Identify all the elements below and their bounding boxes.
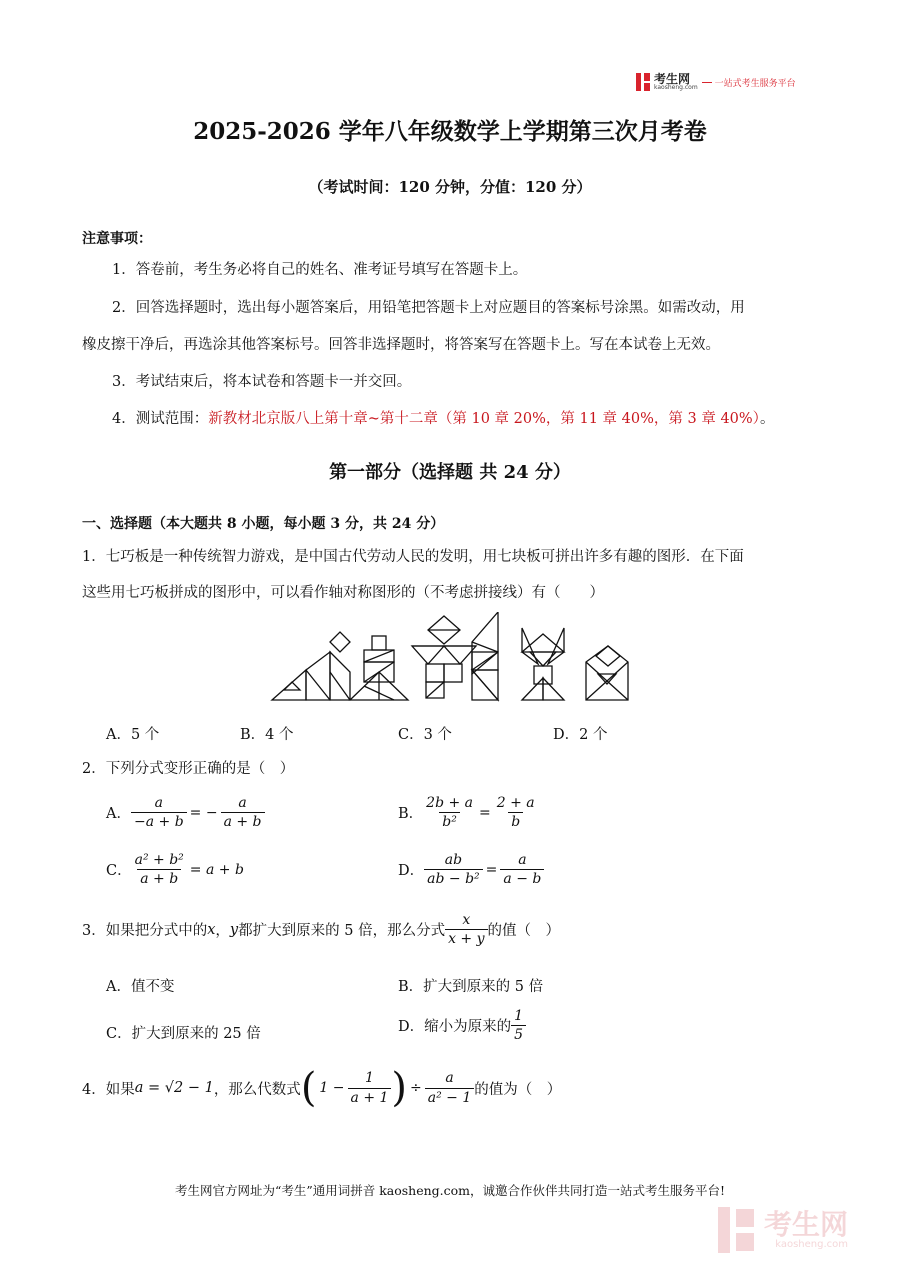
q2-option-d xyxy=(398,852,544,887)
q4-one-minus: 1 − xyxy=(319,1080,345,1096)
note-2-line2: 橡皮擦干净后，再选涂其他答案标号。回答非选择题时，将答案写在答题卡上。写在本试卷上无效。 xyxy=(82,337,720,353)
logo-slogan: 一站式考生服务平台 xyxy=(714,78,796,89)
logo-divider xyxy=(702,82,712,83)
q3-option-a: A．值不变 xyxy=(106,979,175,995)
footer-note: 考生网官方网址为“考生”通用词拼音 kaosheng.com，诚邀合作伙伴共同打造一站式考生服务平台! xyxy=(174,1183,726,1198)
q3-stem-part2: 都扩大到原来的 5 倍，那么分式 xyxy=(238,923,446,940)
q3-option-b: B．扩大到原来的 5 倍 xyxy=(398,979,544,995)
q4-condition: a = √2 − 1 xyxy=(134,1080,214,1096)
q4-fraction-outer: $\frac{a}{\text{a² − 1}}$ xyxy=(425,1070,475,1105)
exam-title: 2025-2026 学年八年级数学上学期第三次月考卷 xyxy=(193,118,707,145)
q2-option-c-label: C． xyxy=(106,863,132,880)
tangram-figure-2 xyxy=(350,636,408,700)
note-4-suffix: 。 xyxy=(759,411,775,427)
q2d-fraction-right: $\frac{a}{a - b}$ xyxy=(500,852,544,887)
q2-option-a xyxy=(106,795,265,830)
q4-stem-part1: 4．如果 xyxy=(82,1081,135,1098)
tangram-figure-4 xyxy=(472,612,498,700)
q2-option-c xyxy=(106,852,247,887)
note-4 xyxy=(112,411,774,428)
watermark xyxy=(718,1202,883,1258)
watermark-domain: kaosheng.com xyxy=(775,1238,849,1250)
q3-fraction: $\frac{x}{x + y}$ xyxy=(445,912,487,947)
note-2-line1: 2．回答选择题时，选出每小题答案后，用铅笔把答题卡上对应题目的答案标号涂黑。如需改动，用 xyxy=(112,300,745,316)
q3-var-y: y xyxy=(229,921,239,938)
q2b-fraction-left: $\frac{2b + a}{\text{b²}}$ xyxy=(426,795,474,831)
q4-right-paren: ) xyxy=(391,1065,408,1111)
q3-comma: ， xyxy=(215,923,230,940)
note-3: 3．考试结束后，将本试卷和答题卡一并交回。 xyxy=(112,374,412,390)
q3-option-c: C．扩大到原来的 25 倍 xyxy=(106,1026,261,1042)
logo-name: 考生网 xyxy=(654,72,691,86)
q2-stem: 2．下列分式变形正确的是（ ） xyxy=(82,761,295,777)
note-1: 1．答卷前，考生务必将自己的姓名、准考证号填写在答题卡上。 xyxy=(112,262,528,278)
q3d-fraction: $\frac{1}{5}$ xyxy=(511,1008,526,1043)
tangram-figure-5 xyxy=(522,628,564,700)
notes-heading: 注意事项： xyxy=(82,231,152,247)
q3-var-x: x xyxy=(207,921,216,938)
q3-stem-part1: 3．如果把分式中的 xyxy=(82,923,208,940)
q1-option-b: B．4 个 xyxy=(240,727,294,743)
q4-stem xyxy=(82,1065,562,1111)
q4-stem-part3: 的值为（ ） xyxy=(474,1081,562,1098)
q2a-relation: = − xyxy=(189,804,218,821)
note-4-prefix: 4．测试范围： xyxy=(112,411,209,427)
q3-stem-part3: 的值（ ） xyxy=(487,923,561,940)
q2a-fraction-left: $\frac{a}{-a + b}$ xyxy=(131,795,187,830)
logo-domain: kaosheng.com xyxy=(654,84,698,91)
q3-option-d-text: D．缩小为原来的 xyxy=(398,1019,512,1036)
q4-left-paren: ( xyxy=(300,1065,317,1111)
exam-subtitle: （考试时间：120 分钟，分值：120 分） xyxy=(308,178,592,196)
tangram-figure-6 xyxy=(586,646,628,700)
q2b-fraction-right: $\frac{2 + a}{b}$ xyxy=(496,795,535,831)
q2b-relation: = xyxy=(479,804,491,821)
q1-option-d: D．2 个 xyxy=(553,727,608,743)
q2-option-b xyxy=(398,795,538,830)
q1-option-c: C．3 个 xyxy=(398,727,452,743)
q2c-relation: = a + b xyxy=(189,861,244,878)
q1-stem-line2: 这些用七巧板拼成的图形中，可以看作轴对称图形的（不考虑拼接线）有（ ） xyxy=(82,585,604,601)
q2d-relation: = xyxy=(485,861,498,878)
q2-option-a-label: A． xyxy=(106,806,131,823)
q1-stem-line1: 1．七巧板是一种传统智力游戏，是中国古代劳动人民的发明，用七块板可拼出许多有趣的图形．在下面 xyxy=(82,549,744,565)
q2c-fraction-left: $\frac{\text{a² + b²}}{a + b}$ xyxy=(134,852,184,888)
tangram-figure-1 xyxy=(272,632,350,700)
q2a-fraction-right: $\frac{a}{a + b}$ xyxy=(221,795,265,830)
part-1-title: 第一部分（选择题 共 24 分） xyxy=(329,462,571,483)
q2-option-d-label: D． xyxy=(398,863,425,880)
header-logo xyxy=(636,70,806,94)
watermark-name: 考生网 xyxy=(764,1207,849,1241)
q4-divide: ÷ xyxy=(410,1080,422,1096)
section-1-title: 一、选择题（本大题共 8 小题，每小题 3 分，共 24 分） xyxy=(82,516,445,532)
logo-mark-icon xyxy=(636,73,650,91)
q3-option-d xyxy=(398,1008,526,1043)
q2-option-b-label: B． xyxy=(398,806,424,823)
q4-stem-part2: ，那么代数式 xyxy=(213,1081,301,1098)
q4-fraction-inner: $\frac{1}{a + 1}$ xyxy=(348,1070,392,1105)
tangram-figure-3 xyxy=(412,616,476,698)
tangram-figures xyxy=(268,612,638,707)
q2d-fraction-left: $\frac{ab}{\text{ab − b²}}$ xyxy=(424,852,483,887)
q3-stem xyxy=(82,912,560,947)
watermark-logo-icon xyxy=(718,1207,758,1253)
q1-option-a: A．5 个 xyxy=(106,727,160,743)
note-4-scope: 新教材北京版八上第十章~第十二章（第 10 章 20%，第 11 章 40%，第 3 章 40%） xyxy=(208,411,760,427)
